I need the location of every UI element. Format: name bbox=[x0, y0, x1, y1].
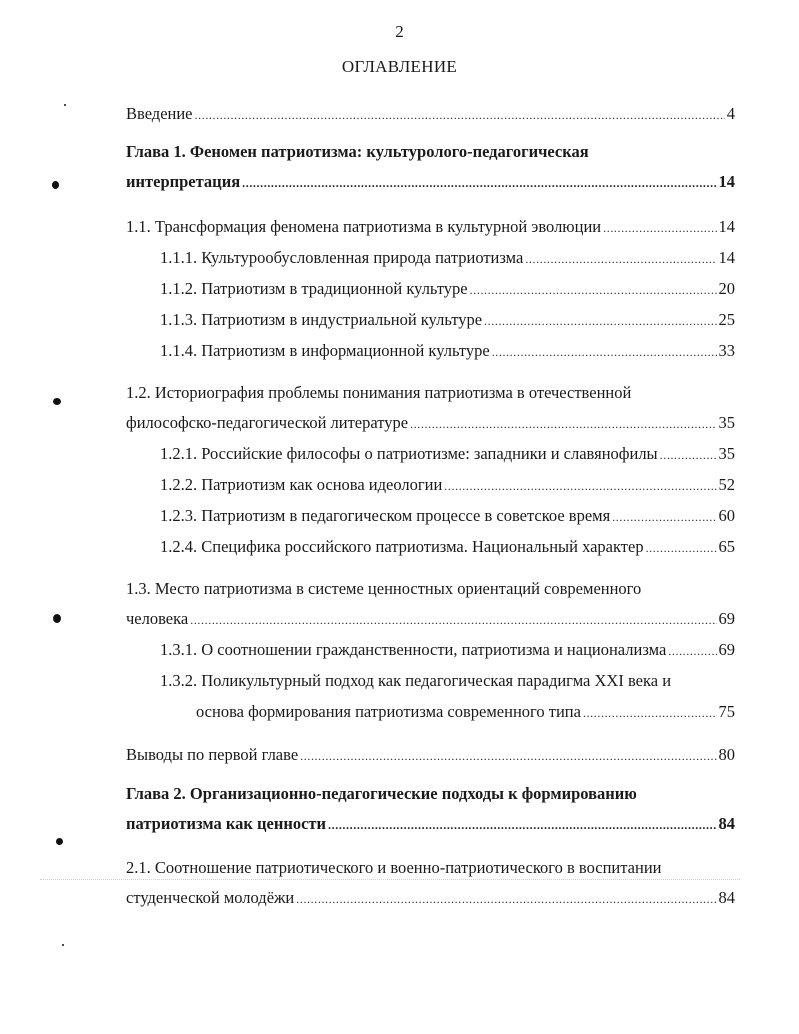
toc-entry-title: 1.1.3. Патриотизм в индустриальной культуре bbox=[160, 310, 483, 329]
toc-entry-title: 1.1. Трансформация феномена патриотизма в культурной эволюции bbox=[126, 217, 602, 236]
toc-page-number: 60 bbox=[718, 506, 735, 525]
scan-speck bbox=[56, 838, 63, 845]
toc-page-number: 75 bbox=[718, 702, 735, 721]
toc-chapter-2-line-2 bbox=[126, 814, 735, 835]
toc-section-1-3-line-2 bbox=[126, 609, 735, 630]
page-number: 2 bbox=[395, 22, 404, 41]
dot-leader bbox=[484, 311, 716, 331]
toc-section-2-1-line-2 bbox=[126, 888, 735, 909]
toc-section-1-2-line-1: 1.2. Историография проблемы понимания патриотизма в отечественной bbox=[126, 383, 632, 402]
toc-chapter-1-line-1: Глава 1. Феномен патриотизма: культуролого-педагогическая bbox=[126, 142, 589, 161]
scan-speck bbox=[62, 944, 64, 946]
toc-page-number: 69 bbox=[718, 609, 735, 628]
toc-page-number: 35 bbox=[718, 413, 735, 432]
toc-chapter-2-line-1: Глава 2. Организационно-педагогические подходы к формированию bbox=[126, 784, 637, 803]
toc-subsection-1-3-2-line-1: 1.3.2. Поликультурный подход как педагогическая парадигма XXI века и bbox=[160, 671, 672, 690]
toc-entry-title: основа формирования патриотизма современного типа bbox=[196, 702, 581, 721]
toc-entry-title: 1.2.1. Российские философы о патриотизме: западники и славянофилы bbox=[160, 444, 658, 463]
dot-leader bbox=[300, 746, 716, 766]
toc-entry-intro bbox=[126, 104, 735, 125]
toc-entry-title: интерпретация bbox=[126, 172, 241, 191]
toc-section-1-2-line-2 bbox=[126, 413, 735, 434]
toc-entry-title: 1.2.3. Патриотизм в педагогическом процессе в советское время bbox=[160, 506, 611, 525]
toc-section-1-1 bbox=[126, 217, 735, 238]
toc-subsection-1-2-2 bbox=[160, 475, 735, 496]
dot-leader bbox=[583, 703, 717, 723]
dot-leader bbox=[190, 610, 716, 630]
scan-speck bbox=[64, 104, 66, 106]
dot-leader bbox=[470, 280, 717, 300]
toc-entry-title: 1.3.1. О соотношении гражданственности, патриотизма и национализма bbox=[160, 640, 667, 659]
dot-leader bbox=[525, 249, 716, 269]
toc-entry-title: человека bbox=[126, 609, 189, 628]
toc-subsection-1-3-2-line-2 bbox=[196, 702, 735, 723]
toc-subsection-1-1-4 bbox=[160, 341, 735, 362]
toc-entry-title: 1.2.2. Патриотизм как основа идеологии bbox=[160, 475, 443, 494]
toc-page-number: 65 bbox=[718, 537, 735, 556]
toc-page-number: 20 bbox=[718, 279, 735, 298]
toc-subsection-1-2-3 bbox=[160, 506, 735, 527]
toc-page-number: 14 bbox=[718, 217, 735, 236]
scan-artifact-rule bbox=[40, 879, 740, 880]
toc-page-number: 35 bbox=[718, 444, 735, 463]
dot-leader bbox=[660, 445, 717, 465]
toc-entry-title: патриотизма как ценности bbox=[126, 814, 327, 833]
dot-leader bbox=[410, 414, 716, 434]
page-title: ОГЛАВЛЕНИЕ bbox=[341, 57, 458, 76]
toc-entry-title: Введение bbox=[126, 104, 193, 123]
dot-leader bbox=[328, 815, 716, 835]
toc-page-number: 4 bbox=[726, 104, 735, 123]
toc-chapter-1-line-2 bbox=[126, 172, 735, 193]
toc-subsection-1-1-2 bbox=[160, 279, 735, 300]
toc-subsection-1-3-1 bbox=[160, 640, 735, 661]
dot-leader bbox=[612, 507, 716, 527]
dot-leader bbox=[242, 173, 716, 193]
toc-entry-title: Выводы по первой главе bbox=[126, 745, 299, 764]
scan-speck bbox=[53, 614, 61, 623]
toc-subsection-1-1-1 bbox=[160, 248, 735, 269]
scan-speck bbox=[52, 181, 59, 189]
dot-leader bbox=[668, 641, 716, 661]
dot-leader bbox=[296, 889, 716, 909]
dot-leader bbox=[195, 105, 725, 125]
toc-page-number: 14 bbox=[718, 248, 735, 267]
toc-section-1-3-line-1: 1.3. Место патриотизма в системе ценностных ориентаций современного bbox=[126, 579, 642, 598]
dot-leader bbox=[444, 476, 716, 496]
toc-entry-title: 1.1.1. Культурообусловленная природа патриотизма bbox=[160, 248, 524, 267]
toc-entry-title: 1.1.4. Патриотизм в информационной культуре bbox=[160, 341, 490, 360]
toc-page-number: 14 bbox=[718, 172, 735, 191]
toc-page-number: 84 bbox=[718, 888, 735, 907]
toc-page-number: 25 bbox=[718, 310, 735, 329]
toc-subsection-1-2-1 bbox=[160, 444, 735, 465]
toc-entry-title: философско-педагогической литературе bbox=[126, 413, 409, 432]
toc-entry-title: студенческой молодёжи bbox=[126, 888, 295, 907]
scan-speck bbox=[53, 398, 61, 405]
dot-leader bbox=[603, 218, 716, 238]
toc-page-number: 33 bbox=[718, 341, 735, 360]
toc-page-number: 52 bbox=[718, 475, 735, 494]
dot-leader bbox=[646, 538, 717, 558]
toc-page-number: 80 bbox=[718, 745, 735, 764]
toc-page-number: 84 bbox=[718, 814, 735, 833]
toc-subsection-1-1-3 bbox=[160, 310, 735, 331]
toc-entry-title: 1.1.2. Патриотизм в традиционной культуре bbox=[160, 279, 468, 298]
toc-subsection-1-2-4 bbox=[160, 537, 735, 558]
toc-entry-title: 1.2.4. Специфика российского патриотизма. Национальный характер bbox=[160, 537, 644, 556]
toc-section-2-1-line-1: 2.1. Соотношение патриотического и военно-патриотического в воспитании bbox=[126, 858, 662, 877]
dot-leader bbox=[492, 342, 717, 362]
toc-page-number: 69 bbox=[718, 640, 735, 659]
toc-entry-conclusions bbox=[126, 745, 735, 766]
